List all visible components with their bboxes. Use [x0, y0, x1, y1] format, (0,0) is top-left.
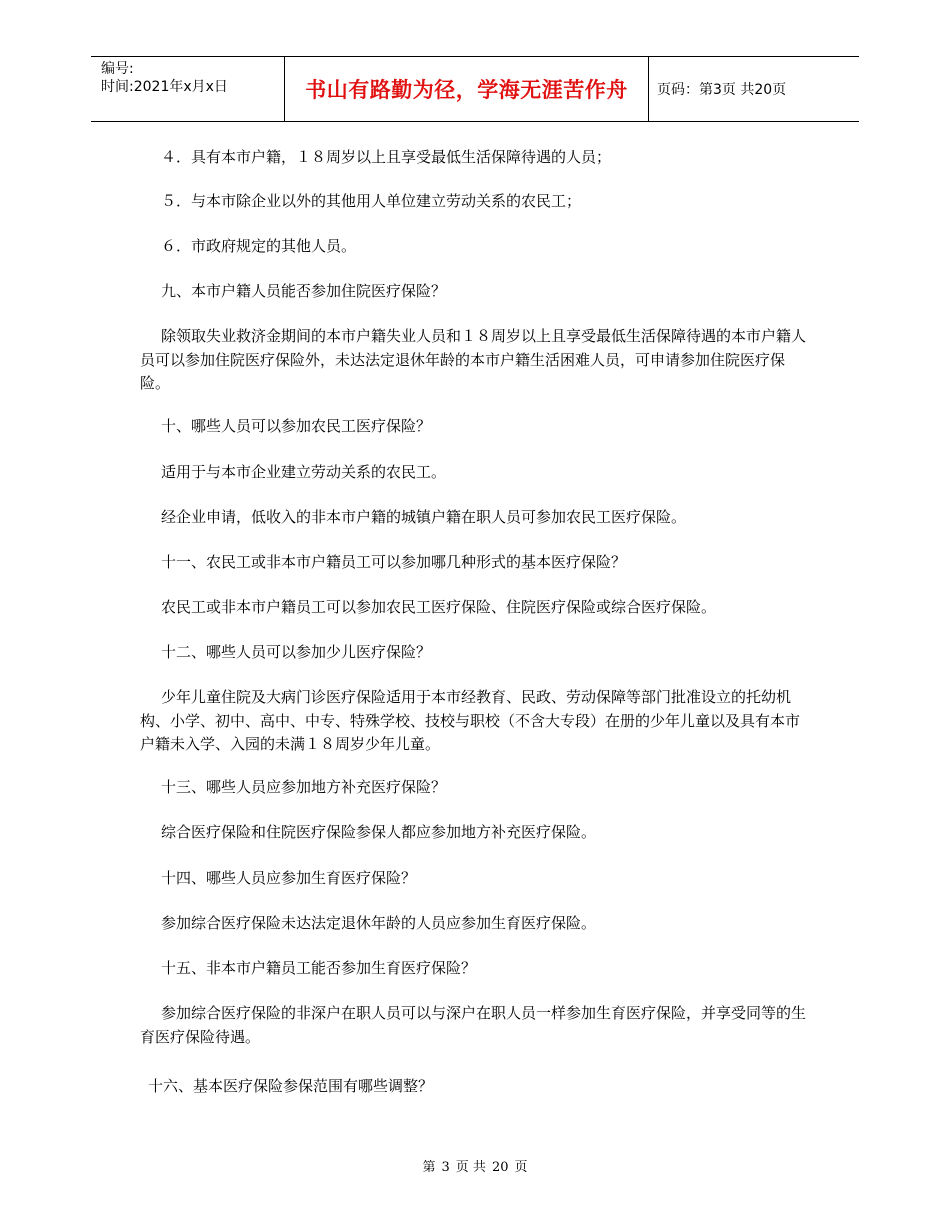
section-heading: 十三、哪些人员应参加地方补充医疗保险？	[161, 778, 447, 796]
document-time-label: 时间:2021年x月x日	[101, 79, 228, 95]
footer-total-pages: 20	[491, 1160, 509, 1175]
list-item: ５．与本市除企业以外的其他用人单位建立劳动关系的农民工；	[161, 192, 582, 210]
section-heading: 十二、哪些人员可以参加少儿医疗保险？	[161, 643, 432, 661]
page-footer	[0, 1156, 950, 1175]
section-heading: 十六、基本医疗保险参保范围有哪些调整？	[148, 1077, 434, 1095]
body-paragraph: 除领取失业救济金期间的本市户籍失业人员和１８周岁以上且享受最低生活保障待遇的本市户籍人员可以参加住院医疗保险外，未达法定退休年龄的本市户籍生活困难人员，可申请参加住院医疗保险。	[140, 327, 807, 392]
document-number-label: 编号:	[101, 61, 134, 77]
list-item: ６．市政府规定的其他人员。	[161, 237, 357, 255]
body-paragraph: 参加综合医疗保险未达法定退休年龄的人员应参加生育医疗保险。	[161, 914, 597, 932]
body-paragraph: 经企业申请，低收入的非本市户籍的城镇户籍在职人员可参加农民工医疗保险。	[161, 508, 687, 526]
section-heading: 十、哪些人员可以参加农民工医疗保险？	[161, 417, 432, 435]
header-meta	[91, 57, 285, 121]
section-heading: 十五、非本市户籍员工能否参加生育医疗保险？	[161, 959, 477, 977]
page-header	[91, 56, 859, 122]
list-item: ４．具有本市户籍，１８周岁以上且享受最低生活保障待遇的人员；	[161, 148, 612, 166]
header-page-info-cell	[649, 57, 859, 121]
footer-prefix: 第	[422, 1160, 436, 1175]
body-paragraph: 少年儿童住院及大病门诊医疗保险适用于本市经教育、民政、劳动保障等部门批准设立的托幼机构、小学、初中、高中、中专、特殊学校、技校与职校（不含大专段）在册的少年儿童以及具有本市户籍未入学、入园的未满１８周岁少年儿童。	[140, 688, 801, 753]
body-paragraph: 综合医疗保险和住院医疗保险参保人都应参加地方补充医疗保险。	[161, 823, 597, 841]
section-heading: 九、本市户籍人员能否参加住院医疗保险？	[161, 282, 447, 300]
header-page-info: 页码：第3页 共20页	[657, 82, 787, 98]
body-paragraph: 适用于与本市企业建立劳动关系的农民工。	[161, 463, 447, 481]
header-motto-cell	[285, 57, 649, 121]
header-motto: 书山有路勤为径，学海无涯苦作舟	[305, 78, 628, 102]
section-heading: 十一、农民工或非本市户籍员工可以参加哪几种形式的基本医疗保险？	[161, 553, 627, 571]
body-paragraph: 参加综合医疗保险的非深户在职人员可以与深户在职人员一样参加生育医疗保险，并享受同等的生育医疗保险待遇。	[140, 1004, 807, 1046]
footer-middle: 页 共	[455, 1160, 486, 1175]
section-heading: 十四、哪些人员应参加生育医疗保险？	[161, 869, 417, 887]
body-paragraph: 农民工或非本市户籍员工可以参加农民工医疗保险、住院医疗保险或综合医疗保险。	[161, 598, 717, 616]
footer-page-number: 3	[441, 1160, 450, 1175]
footer-suffix: 页	[514, 1160, 528, 1175]
